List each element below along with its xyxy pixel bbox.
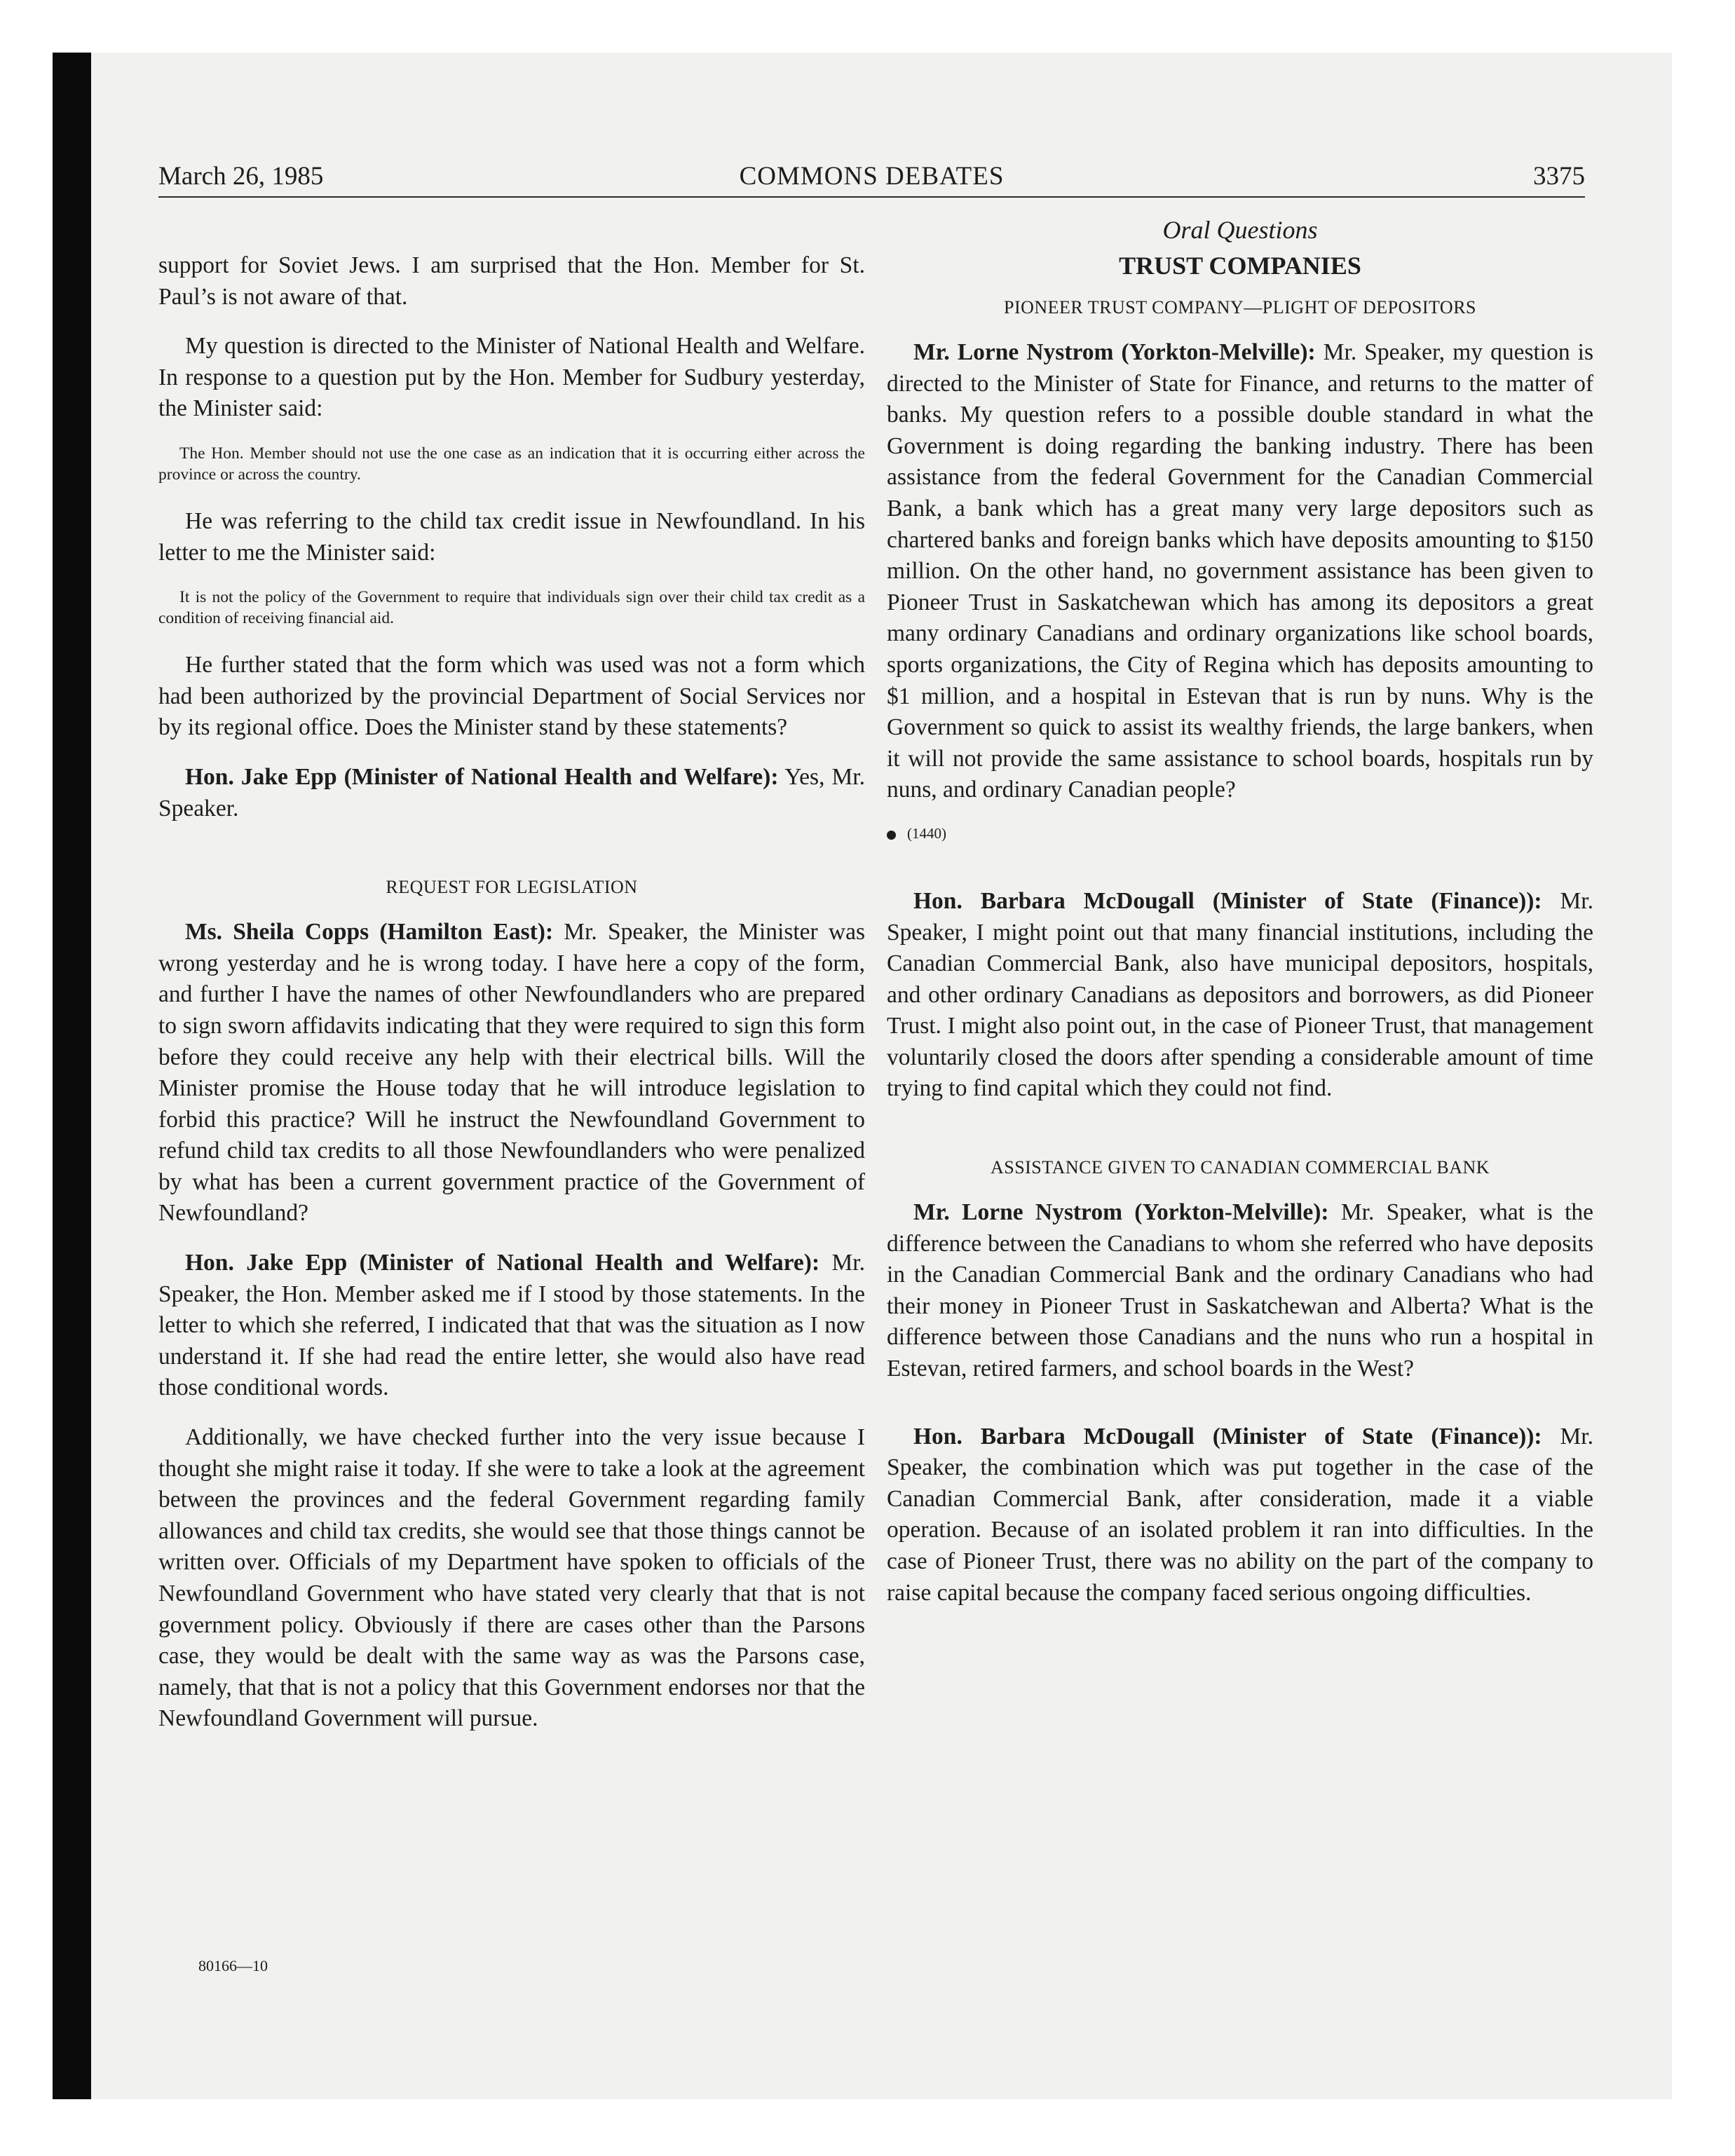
speaker-name: Hon. Jake Epp (Minister of National Health and Welfare):	[185, 1250, 820, 1276]
time-label: (1440)	[907, 824, 946, 842]
speaker-name: Hon. Barbara McDougall (Minister of State (Finance)):	[913, 1423, 1542, 1449]
subheading: PIONEER TRUST COMPANY—PLIGHT OF DEPOSITORS	[1003, 297, 1477, 318]
page-header	[158, 158, 1585, 195]
subheading: REQUEST FOR LEGISLATION	[386, 877, 638, 898]
speaker-name: Ms. Sheila Copps (Hamilton East):	[185, 919, 554, 946]
speech-paragraph	[158, 917, 865, 1229]
header-page-number: 3375	[1533, 162, 1585, 191]
header-date: March 26, 1985	[158, 162, 324, 191]
speaker-name: Hon. Barbara McDougall (Minister of State (Finance)):	[913, 887, 1542, 914]
speech-paragraph	[887, 1197, 1593, 1385]
speech-paragraph	[158, 1248, 865, 1404]
speaker-name: Mr. Lorne Nystrom (Yorkton-Melville):	[913, 339, 1316, 365]
speech-text: Mr. Speaker, the combination which was put together in the case of the Canadian Commercial Bank, after consideration, made it a viable operation. Because of an isolated problem it ran into difficulties. In the case of Pioneer Trust, there was no ability on the part of the company to raise capital because the company faced serious ongoing difficulties.	[887, 1423, 1593, 1606]
speaker-name: Hon. Jake Epp (Minister of National Health and Welfare):	[185, 763, 779, 790]
speech-paragraph	[158, 762, 865, 824]
speech-text: Mr. Speaker, I might point out that many financial institutions, including the Canadian Commercial Bank, also have municipal depositors, hospitals, and other ordinary Canadians as depositors and borrowers, as did Pioneer Trust. I might also point out, in the case of Pioneer Trust, that management voluntarily closed the doors after spending a considerable amount of time trying to find capital which they could not find.	[887, 887, 1593, 1102]
section-label: Oral Questions	[1162, 216, 1318, 244]
left-column	[158, 250, 865, 1735]
speech-paragraph	[887, 337, 1593, 806]
time-marker	[887, 823, 1593, 844]
section-title: TRUST COMPANIES	[1119, 252, 1361, 280]
scan-edge-bar	[53, 53, 91, 2099]
paragraph: He further stated that the form which was used was not a form which had been authorized by the provincial Department of Social Services nor by its regional office. Does the Minister stand by these statements?	[158, 652, 865, 741]
paragraph: Additionally, we have checked further into the very issue because I thought she might raise it today. If she were to take a look at the agreement between the provinces and the federal Government regarding family allowances and child tax credits, she would see that those things cannot be written over. Officials of my Department have spoken to officials of the Newfoundland Government who have stated very clearly that that is not government policy. Obviously if there are cases other than the Parsons case, they would be dealt with the same way as was the Parsons case, namely, that that is not a policy that this Government endorses nor that the Newfoundland Government will pursue.	[158, 1424, 865, 1732]
speech-text: Mr. Speaker, what is the difference between the Canadians to whom she referred who have deposits in the Canadian Commercial Bank and the ordinary Canadians who had their money in Pioneer Trust in Saskatchewan and Alberta? What is the difference between those Canadians and the nuns who run a hospital in Estevan, retired farmers, and school boards in the West?	[887, 1199, 1594, 1382]
footer-code: 80166—10	[198, 1957, 268, 1974]
paragraph: My question is directed to the Minister of National Health and Welfare. In response to a question put by the Hon. Member for Sudbury yesterday, the Minister said:	[158, 333, 865, 422]
subheading: ASSISTANCE GIVEN TO CANADIAN COMMERCIAL BANK	[990, 1157, 1490, 1178]
speaker-name: Mr. Lorne Nystrom (Yorkton-Melville):	[913, 1199, 1329, 1226]
paragraph: support for Soviet Jews. I am surprised that the Hon. Member for St. Paul’s is not aware of that.	[158, 252, 865, 310]
speech-text: Mr. Speaker, my question is directed to the Minister of State for Finance, and returns to the matter of banks. My question refers to a possible double standard in what the Government is doing regarding the banking industry. There has been assistance from the federal Government for the Canadian Commercial Bank, a bank which has a great many very large depositors such as chartered banks and foreign banks which have deposits amounting to $150 million. On the other hand, no government assistance has been given to Pioneer Trust in Saskatchewan which has among its depositors a great many ordinary Canadians and ordinary organizations like school boards, sports organizations, the City of Regina which has deposits amounting to $1 million, and a hospital in Estevan that is run by nuns. Why is the Government so quick to assist its wealthy friends, the large bankers, when it will not provide the same assistance to school boards, hospitals run by nuns, and ordinary Canadian people?	[887, 339, 1594, 803]
quotation: It is not the policy of the Government to require that individuals sign over their child tax credit as a condition of receiving financial aid.	[158, 588, 865, 628]
header-title: COMMONS DEBATES	[739, 162, 1005, 191]
right-column	[887, 214, 1593, 1609]
bullet-icon	[887, 831, 896, 840]
speech-text: Mr. Speaker, the Minister was wrong yesterday and he is wrong today. I have here a copy of the form, and further I have the names of other Newfoundlanders who are prepared to sign sworn affidavits indicating that they were required to sign this form before they could receive any help with their electrical bills. Will the Minister promise the House today that he will introduce legislation to forbid this practice? Will he instruct the Newfoundland Government to refund child tax credits to all those Newfoundlanders who were penalized by what has been a current government practice of the Government of Newfoundland?	[158, 919, 865, 1227]
quotation: The Hon. Member should not use the one case as an indication that it is occurring either across the province or across the country.	[158, 444, 865, 484]
header-rule	[158, 196, 1585, 198]
speech-text: Yes, Mr. Speaker.	[158, 763, 865, 821]
speech-paragraph	[887, 1421, 1593, 1609]
speech-text: Mr. Speaker, the Hon. Member asked me if I stood by those statements. In the letter to which she referred, I indicated that that was the situation as I now understand it. If she had read the entire letter, she would also have read those conditional words.	[158, 1250, 865, 1401]
paragraph: He was referring to the child tax credit issue in Newfoundland. In his letter to me the Minister said:	[158, 507, 865, 566]
speech-paragraph	[887, 886, 1593, 1105]
